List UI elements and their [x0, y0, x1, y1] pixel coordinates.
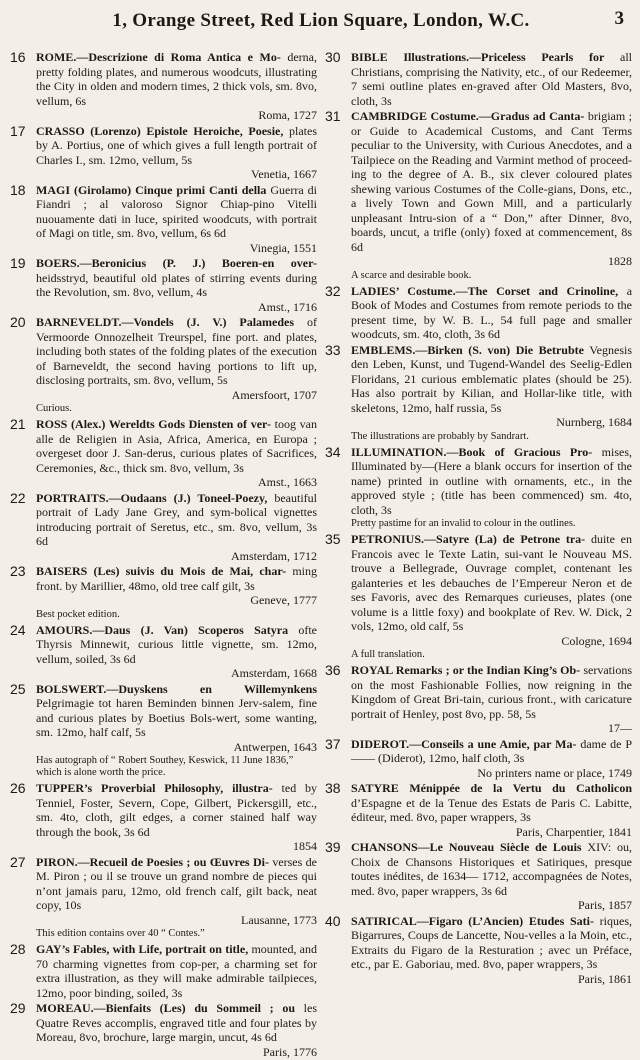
entry-imprint: Paris, 1776 [263, 1044, 317, 1059]
entry-heading: ROYAL Remarks ; or the Indian King’s Ob- [351, 663, 581, 677]
entry-body [351, 532, 632, 648]
entry-body [36, 124, 317, 182]
lot-number: 16 [10, 49, 26, 65]
entry-heading: DIDEROT.—Conseils a une Amie, par Ma- [351, 736, 577, 751]
entry-imprint: Paris, Charpentier, 1841 [515, 824, 632, 839]
entry-body [36, 623, 317, 681]
entry-heading: ILLUMINATION.—Book of Gracious Pro- [351, 444, 593, 459]
entry-description: of Vermoorde Onnozelheit Treurspel, fine port. and plates, including both states of the folding plates of the execution of Barneveldt, the second having portions to lift up, disclosing portraits, sm. 8vo, vellum, 5s [36, 315, 317, 387]
entry-imprint: 1828 [608, 254, 632, 268]
entry-description: plates by A. Portius, one of which gives a full length portrait of Charles I., sm. 12mo, vellum, 5s [36, 123, 317, 167]
lot-number: 22 [10, 489, 26, 506]
lot-number: 21 [10, 416, 26, 432]
entry-imprint: Venetia, 1667 [251, 167, 317, 181]
entry-body [351, 840, 632, 913]
entry-imprint: Roma, 1727 [258, 108, 317, 122]
lot-number: 31 [325, 108, 341, 124]
entry-body [36, 491, 317, 564]
entry-note: Pretty pastime for an invalid to colour in the outlines. [351, 518, 576, 529]
entry-description: Guerra di Fiandri ; al valoroso Signor Chiap-pino Vitelli nuouamente dati in luce, spirited woodcuts, with portrait of Magi on title, sm. 8vo, vellum, 6s 6d [36, 182, 317, 240]
entry-imprint: Paris, 1861 [578, 971, 632, 986]
entry-description: XIV: ou, Choix de Chansons Historiques et Satiriques, presque toutes inédites, de 1634— 1712, accompagnées de Notes, med. 8vo, paper wrappers, 3s 6d [351, 840, 632, 898]
lot-number: 17 [10, 122, 26, 139]
catalogue-entry [10, 124, 317, 182]
entry-imprint: Amsterdam, 1712 [231, 548, 317, 563]
lot-number: 38 [325, 780, 341, 796]
entry-body [36, 1001, 317, 1059]
lot-number: 35 [325, 531, 341, 547]
entry-description: mounted, and 70 charming vignettes from cop-per, a charming set for extra illustration, as they will make admirable tailpieces, 12mo, poor binding, soiled, 3s [36, 942, 318, 1000]
left-column [10, 50, 317, 1060]
lot-number: 23 [10, 563, 26, 579]
page-number: 3 [614, 8, 624, 29]
right-column [325, 50, 632, 1060]
entry-body [36, 942, 317, 1000]
entry-description: ofte Thyrsis Minnewit, curious little vignette, sm. 12mo, vellum, soiled, 3s 6d [36, 622, 317, 666]
entry-heading: MOREAU.—Bienfaits (Les) du Sommeil ; ou [36, 1001, 295, 1015]
lot-number: 30 [325, 49, 341, 65]
catalogue-entry [325, 840, 632, 913]
entry-description: a Book of Modes and Costumes from remote periods to the present time, by W. B. L., 54 full page and smaller woodcuts, sm. 4to, cloth, 3s 6d [351, 283, 633, 341]
catalogue-entry [325, 663, 632, 736]
catalogue-entry [325, 914, 632, 987]
lot-number: 27 [10, 853, 26, 870]
entry-body [36, 183, 317, 256]
entry-description: brigiam ; or Guide to Academical Customs, and Cant Terms peculiar to the University, with Curious Anecdotes, and a Tailpiece on the Reading and Varmint method of proceed-ing to the degree of A. B., six clever coloured plates shewing various Costumes of the Colle-gians, Dons, etc., a lively Town and Gown Mill, and a particularly unpleasant Intru-sion of a “ Don,” after Dinner, 8vo, boards, uncut, a trifle (only) foxed at commencement, 8s 6d [351, 109, 632, 254]
lot-number: 34 [325, 443, 341, 460]
catalogue-entry [10, 623, 317, 681]
lot-number: 29 [10, 1000, 26, 1016]
entry-description: servations on the most Fashionable Follies, now reigning in the Kingdom of Great Bri-tain, curious front., with caricature portrait of Henley, post 8vo, pp. 58, 5s [351, 663, 632, 721]
entry-imprint: Amersfoort, 1707 [231, 387, 317, 402]
entry-body [351, 914, 632, 987]
page-header [10, 6, 632, 36]
entry-heading: SATIRICAL—Figaro (L’Ancien) Etudes Sati- [351, 913, 594, 928]
entry-heading: ROME.—Descrizione di Roma Antica e Mo- [36, 50, 281, 64]
lot-number: 19 [10, 255, 26, 271]
entry-imprint: No printers name or place, 1749 [477, 765, 632, 780]
catalogue-entry [10, 491, 317, 564]
entry-imprint: Vinegia, 1551 [249, 240, 317, 255]
entry-description: riques, Bigarrures, Coups de Lancette, Nou-velles a la Moin, etc., Extraits du Figaro de la Resturation ; avec un Préface, etc., par E. Gaboriau, med. 8vo, paper wrappers, 3s [351, 913, 632, 971]
page-title: 1, Orange Street, Red Lion Square, London, W.C. [112, 10, 530, 31]
entry-body [351, 445, 632, 518]
entry-description: toog van alle de Religien in Asia, Africa, America, en Europa ; overgeset door J. San-derus, curious plates of Sacrifices, Ceremonies, &c., thick sm. 8vo, vellum, 3s [36, 417, 317, 475]
catalogue-entry [325, 532, 632, 648]
entry-body [36, 417, 317, 490]
entry-imprint: Antwerpen, 1643 [233, 739, 317, 754]
entry-heading: BARNEVELDT.—Vondels (J. V.) Palamedes [36, 315, 295, 329]
entry-body [351, 343, 632, 430]
entry-imprint: 1854 [293, 839, 317, 853]
lot-number: 18 [10, 181, 26, 198]
entry-imprint: 17— [608, 721, 632, 735]
lot-number: 39 [325, 839, 341, 855]
catalogue-entry [10, 855, 317, 928]
entry-imprint: Geneve, 1777 [250, 593, 317, 607]
catalogue-entry [325, 50, 632, 108]
entry-description: mises, Illuminated by—(Here a blank occurs for insertion of the name) printed in outline with ornaments, etc., in the approved style ; (title has been commenced) sm. 4to, cloth, 3s [351, 444, 632, 517]
lot-number: 26 [10, 780, 26, 796]
entry-body [36, 315, 317, 402]
entry-imprint: Paris, 1857 [578, 898, 632, 912]
catalogue-entry [10, 417, 317, 490]
catalogue-entry [10, 256, 317, 314]
entry-description: Pelgrimagie tot haren Beminden binnen Jerv-salem, fine and curious plates by Boetius Bols-wert, some wanting, sm. 12mo, half calf, 5s [36, 696, 317, 739]
entry-body [36, 50, 317, 123]
entry-description: ted by Tenniel, Foster, Severn, Cope, Gilbert, Pickersgill, etc., sm. 4to, cloth, gilt edges, a corner stained half way through the book, 3s 6d [36, 781, 317, 839]
catalogue-entry [10, 50, 317, 123]
entry-body [36, 855, 317, 928]
entry-body [351, 109, 632, 269]
catalogue-entry [10, 183, 317, 256]
entry-heading: TUPPER’s Proverbial Philosophy, illustra- [36, 781, 273, 795]
entry-heading: GAY’s Fables, with Life, portrait on title, [36, 942, 249, 956]
entry-heading: ROSS (Alex.) Wereldts Gods Diensten of ver- [36, 417, 271, 431]
catalogue-entry [325, 284, 632, 342]
entry-description: derna, pretty folding plates, and numerous woodcuts, illustrating the City in olden and modern times, 2 thick vols, sm. 8vo, vellum, 6s [36, 50, 318, 108]
entry-note: Has autograph of “ Robert Southey, Keswick, 11 June 1836,” which is alone worth the price. [36, 755, 294, 778]
catalogue-entry [325, 109, 632, 269]
lot-number: 33 [325, 341, 341, 358]
lot-number: 32 [325, 282, 341, 299]
entry-imprint: Lausanne, 1773 [241, 912, 317, 927]
entry-imprint: Nurnberg, 1684 [556, 415, 632, 429]
entry-heading: BAISERS (Les) suivis du Mois de Mai, char- [36, 564, 287, 578]
entry-description: dame de P—— (Diderot), 12mo, half cloth, 3s [351, 736, 633, 765]
lot-number: 24 [10, 621, 26, 638]
lot-number: 20 [10, 314, 26, 330]
lot-number: 37 [325, 735, 341, 752]
catalogue-entry [325, 737, 632, 781]
entry-heading: BOLSWERT.—Duyskens en Willemynkens [36, 681, 317, 696]
entry-body [351, 737, 632, 781]
catalogue-entry [10, 942, 317, 1000]
entry-imprint: Amst., 1663 [257, 475, 317, 489]
entry-body [351, 284, 632, 342]
catalogue-entry [325, 781, 632, 839]
entry-note: The illustrations are probably by Sandrart. [351, 430, 529, 442]
entry-heading: BOERS.—Beronicius (P. J.) Boeren-en over- [36, 256, 317, 270]
catalogue-entry [10, 682, 317, 755]
lot-number: 40 [325, 912, 341, 929]
entry-heading: EMBLEMS.—Birken (S. von) Die Betrubte [351, 342, 584, 357]
catalogue-entry [10, 1001, 317, 1059]
entry-heading: BIBLE Illustrations.—Priceless Pearls for [351, 50, 605, 64]
entry-description: all Christians, comprising the Nativity, etc., of our Redeemer, 7 semi outline plates en-graved after Old Masters, 8vo, cloth, 3s [351, 50, 632, 108]
entry-note: A full translation. [351, 649, 425, 660]
catalogue-entry [325, 445, 632, 518]
entry-body [351, 663, 632, 736]
entry-heading: CRASSO (Lorenzo) Epistole Heroiche, Poesie, [36, 123, 284, 138]
entry-description: les Quatre Reves accomplis, engraved title and four plates by Moreau, 8vo, brochure, large margin, uncut, 4s 6d [36, 1001, 318, 1044]
entry-body [36, 564, 317, 608]
catalogue-entry [325, 343, 632, 430]
entry-description: heidsstryd, beautiful old plates of stirring events during the Revolution, sm. 8vo, vellum, 4s [36, 270, 317, 299]
entry-note: Best pocket edition. [36, 608, 120, 620]
entry-heading: PETRONIUS.—Satyre (La) de Petrone tra- [351, 532, 586, 546]
entry-note: This edition contains over 40 “ Contes.” [36, 928, 205, 939]
columns [10, 50, 632, 1060]
catalogue-entry [10, 781, 317, 854]
entry-description: ming front. by Marillier, 48mo, old tree calf gilt, 3s [36, 564, 318, 593]
entry-description: beautiful portrait of Lady Jane Grey, and sym-bolical vignettes introducing portrait of Seretus, etc., sm. 8vo, vellum, 3s 6d [36, 490, 318, 548]
catalogue-entry [10, 315, 317, 402]
lot-number: 28 [10, 941, 26, 957]
entry-heading: AMOURS.—Daus (J. Van) Scoperos Satyra [36, 622, 289, 637]
entry-heading: CAMBRIDGE Costume.—Gradus ad Canta- [351, 109, 585, 123]
entry-description: d’Espagne et de la Tenue des Estats de Paris C. Labitte, éditeur, med. 8vo, paper wrappers, 3s [351, 795, 632, 824]
entry-imprint: Amsterdam, 1668 [231, 666, 317, 680]
entry-imprint: Amst., 1716 [257, 299, 317, 314]
entry-heading: MAGI (Girolamo) Cinque primi Canti della [36, 182, 267, 197]
entry-description: duite en Francois avec le Texte Latin, sui-vant le Nouveau MS. trouve a Bellegrade, Ouvrage complet, contenant les galanteries et les debauches de l’Empereur Neron et de ses Favoris, avec des Remarques curieuses, plates (one volume is a little foxy) and bookplate of Rev. W. Dick, 2 vols, 12mo, old calf, 5s [351, 532, 633, 633]
entry-body [36, 682, 317, 755]
entry-note: Curious. [36, 403, 72, 414]
entry-note: A scarce and desirable book. [351, 269, 472, 281]
lot-number: 25 [10, 680, 26, 697]
entry-heading: SATYRE Ménippée de la Vertu du Catholicon [351, 781, 632, 795]
entry-body [36, 781, 317, 854]
entry-imprint: Cologne, 1694 [561, 633, 632, 648]
entry-heading: PIRON.—Recueil de Poesies ; ou Œuvres Di- [36, 854, 269, 869]
entry-heading: LADIES’ Costume.—The Corset and Crinoline, [351, 283, 619, 298]
entry-heading: PORTRAITS.—Oudaans (J.) Toneel-Poezy, [36, 490, 268, 505]
entry-body [36, 256, 317, 314]
entry-description: verses de M. Piron ; ou il se trouve un grand nombre de pieces qui n’ont jamais paru, 12mo, old french calf, gilt back, neat copy, 10s [36, 854, 317, 912]
entry-description: Vegnesis den Leben, Kunst, und Tugend-Wandel des Seelig-Edlen Floridans, 21 curious emblematic plates (should be 25). Has also portrait by Kilian, and Hollar-like title, with skeletons, 12mo, half russia, 5s [351, 342, 632, 415]
lot-number: 36 [325, 662, 341, 678]
catalogue-entry [10, 564, 317, 608]
entry-body [351, 781, 632, 839]
entry-body [351, 50, 632, 108]
entry-heading: CHANSONS—Le Nouveau Siècle de Louis [351, 840, 582, 854]
